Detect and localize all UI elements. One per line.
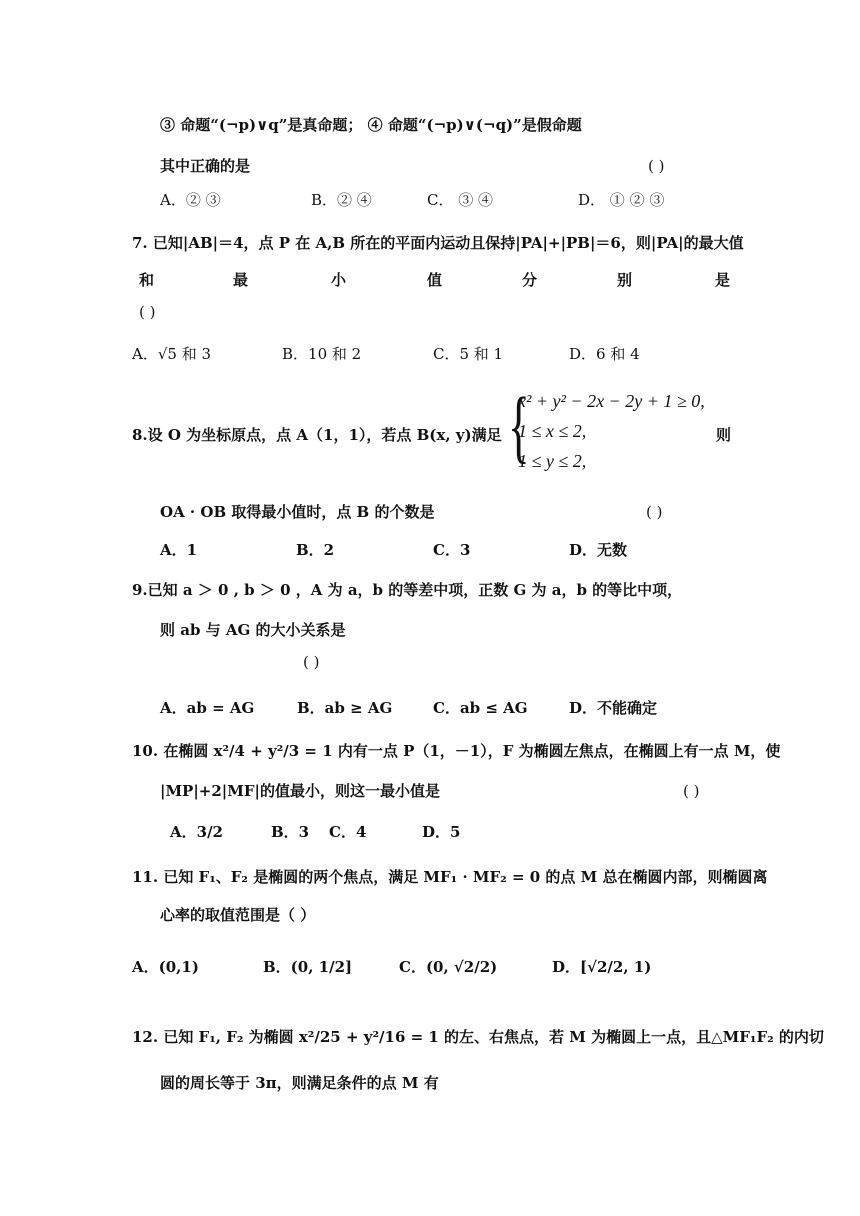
q6-option-c: C． ③ ④ bbox=[427, 191, 494, 209]
q8-constraint-1: x² + y² − 2x − 2y + 1 ≥ 0, bbox=[518, 391, 705, 411]
q7-char: 和 bbox=[139, 271, 155, 289]
q10-option-a: A．3/2 bbox=[170, 823, 223, 841]
q10-option-d: D．5 bbox=[422, 823, 461, 841]
q10-paren: ( ) bbox=[683, 782, 700, 800]
q9-stem: 9.已知 a ＞ 0 , b ＞ 0 ，A 为 a，b 的等差中项，正数 G 为 a，b 的等比中项， bbox=[132, 581, 683, 599]
q8-stem-line2: OA · OB 取得最小值时，点 B 的个数是 bbox=[160, 503, 435, 521]
q11-option-c: C．(0, √2/2) bbox=[399, 958, 498, 976]
q7-char: 是 bbox=[715, 271, 731, 289]
q6-prompt: 其中正确的是 bbox=[160, 157, 251, 175]
q9-stem-line2: 则 ab 与 AG 的大小关系是 bbox=[160, 621, 346, 639]
q9-option-d: D．不能确定 bbox=[569, 699, 658, 717]
q11-option-b: B．(0, 1/2] bbox=[263, 958, 353, 976]
q7-stem: 7. 已知|AB|＝4，点 P 在 A,B 所在的平面内运动且保持|PA|+|PB|＝6，则|PA|的最大值 bbox=[132, 234, 744, 252]
q8-brace: { bbox=[508, 380, 530, 471]
q9-option-c: C．ab ≤ AG bbox=[433, 699, 528, 717]
q6-option-d: D． ① ② ③ bbox=[578, 191, 665, 209]
q11-stem-line2: 心率的取值范围是（ ） bbox=[160, 906, 316, 924]
q7-option-c: C．5 和 1 bbox=[433, 345, 504, 363]
q11-option-d: D．[√2/2, 1) bbox=[552, 958, 652, 976]
q6-propositions bbox=[160, 115, 582, 135]
q11-stem: 11. 已知 F₁、F₂ 是椭圆的两个焦点，满足 MF₁ · MF₂ = 0 的点 M 总在椭圆内部，则椭圆离 bbox=[132, 868, 768, 886]
q7-char: 分 bbox=[522, 271, 538, 289]
q12-stem: 12. 已知 F₁, F₂ 为椭圆 x²/25 + y²/16 = 1 的左、右焦点，若 M 为椭圆上一点，且△MF₁F₂ 的内切 bbox=[132, 1028, 824, 1046]
q9-paren: ( ) bbox=[303, 653, 320, 671]
q10-stem-line2: |MP|+2|MF|的值最小，则这一最小值是 bbox=[160, 782, 440, 800]
q7-option-b: B．10 和 2 bbox=[282, 345, 362, 363]
q7-char: 小 bbox=[331, 271, 347, 289]
q8-option-b: B．2 bbox=[296, 541, 335, 559]
q8-constraint-3: 1 ≤ y ≤ 2, bbox=[518, 451, 587, 471]
q6-propositions-text: ③ 命题“(¬p)∨q”是真命题； ④ 命题“(¬p)∨(¬q)”是假命题 bbox=[160, 116, 582, 134]
q7-option-a: A．√5 和 3 bbox=[132, 345, 212, 363]
q8-option-a: A．1 bbox=[160, 541, 198, 559]
q9-option-b: B．ab ≥ AG bbox=[297, 699, 393, 717]
q8-constraint-2: 1 ≤ x ≤ 2, bbox=[518, 421, 587, 441]
q9-option-a: A．ab = AG bbox=[160, 699, 255, 717]
q7-option-d: D．6 和 4 bbox=[569, 345, 640, 363]
q12-stem-line2: 圆的周长等于 3π，则满足条件的点 M 有 bbox=[160, 1074, 439, 1092]
q7-paren: ( ) bbox=[139, 303, 156, 321]
q6-option-b: B．② ④ bbox=[311, 191, 372, 209]
q8-then: 则 bbox=[716, 426, 732, 444]
q10-option-c: C．4 bbox=[329, 823, 367, 841]
q8-option-c: C．3 bbox=[433, 541, 471, 559]
q7-char: 最 bbox=[233, 271, 249, 289]
q6-option-a: A．② ③ bbox=[160, 191, 221, 209]
q11-option-a: A．(0,1) bbox=[132, 958, 199, 976]
q10-option-b: B．3 bbox=[271, 823, 310, 841]
q10-stem: 10. 在椭圆 x²/4 + y²/3 = 1 内有一点 P（1，－1），F 为椭圆左焦点，在椭圆上有一点 M，使 bbox=[132, 742, 781, 760]
q8-option-d: D．无数 bbox=[569, 541, 628, 559]
q8-paren: ( ) bbox=[646, 503, 663, 521]
q8-stem: 8.设 O 为坐标原点，点 A（1，1），若点 B(x, y)满足 bbox=[132, 426, 502, 444]
q6-paren: ( ) bbox=[648, 157, 665, 175]
q7-char: 别 bbox=[617, 271, 633, 289]
q7-char: 值 bbox=[427, 271, 443, 289]
